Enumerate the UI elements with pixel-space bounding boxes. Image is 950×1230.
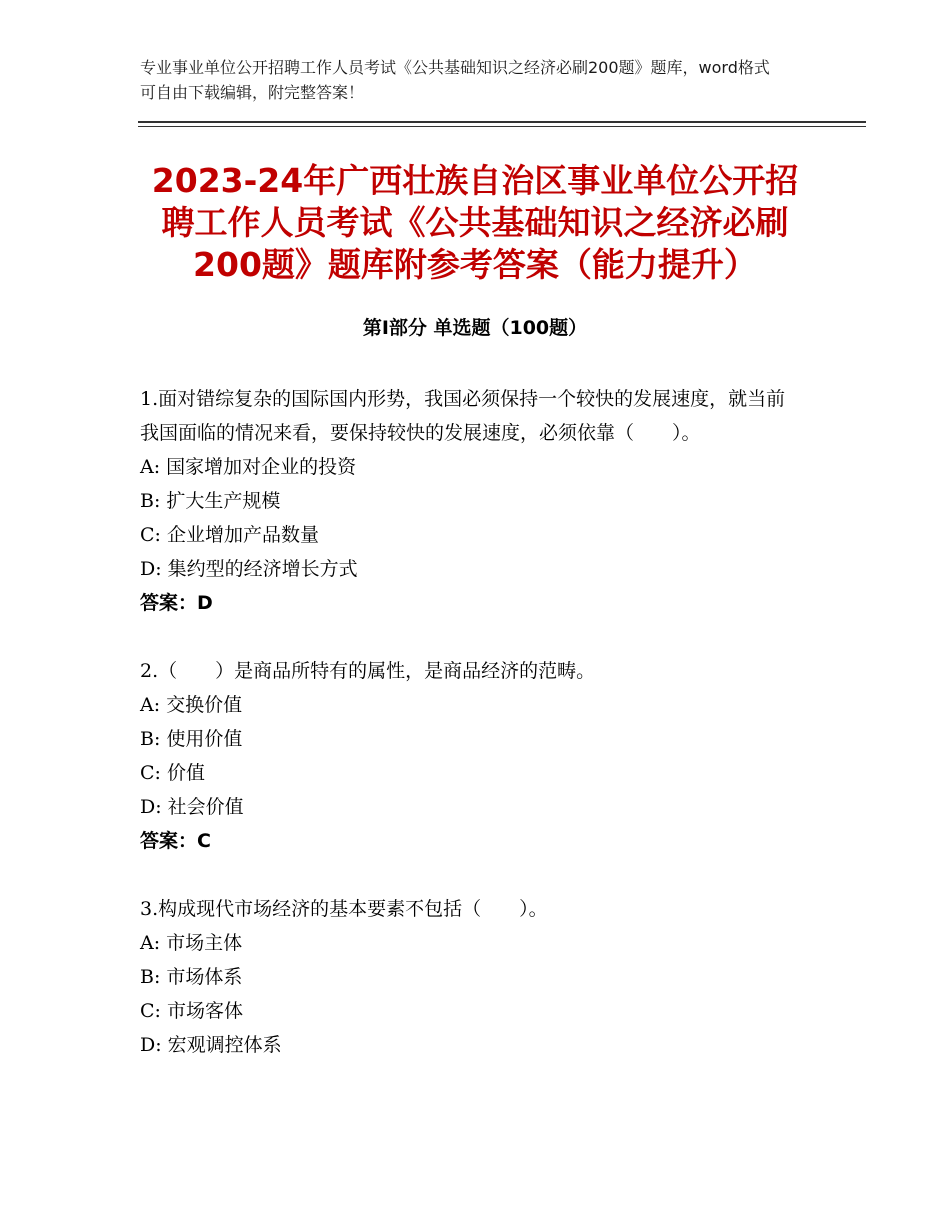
option-d: D: 社会价值 — [140, 796, 244, 818]
document-title: 2023-24年广西壮族自治区事业单位公开招聘工作人员考试《公共基础知识之经济必刷200题》题库附参考答案（能力提升） — [151, 161, 799, 284]
option-b: B: 扩大生产规模 — [140, 490, 281, 512]
option-a: A: 交换价值 — [140, 694, 243, 716]
header-divider-thin — [138, 126, 866, 127]
option-a: A: 国家增加对企业的投资 — [140, 456, 357, 478]
question-2 — [140, 654, 800, 858]
option-c: C: 市场客体 — [140, 1000, 243, 1022]
question-stem: 2.（ ）是商品所特有的属性，是商品经济的范畴。 — [140, 660, 596, 682]
answer-label: 答案：D — [140, 592, 213, 614]
option-b: B: 市场体系 — [140, 966, 243, 988]
answer-label: 答案：C — [140, 830, 211, 852]
question-list — [140, 382, 800, 1096]
option-d: D: 宏观调控体系 — [140, 1034, 282, 1056]
option-d: D: 集约型的经济增长方式 — [140, 558, 358, 580]
option-c: C: 企业增加产品数量 — [140, 524, 319, 546]
question-stem: 1.面对错综复杂的国际国内形势，我国必须保持一个较快的发展速度，就当前我国面临的情况来看，要保持较快的发展速度，必须依靠（ ）。 — [140, 388, 786, 444]
document-header-note: 专业事业单位公开招聘工作人员考试《公共基础知识之经济必刷200题》题库，word格式可自由下载编辑，附完整答案！ — [140, 58, 770, 102]
question-3 — [140, 892, 800, 1062]
option-b: B: 使用价值 — [140, 728, 243, 750]
option-a: A: 市场主体 — [140, 932, 243, 954]
header-divider-thick — [138, 121, 866, 123]
section-heading: 第Ⅰ部分 单选题（100题） — [362, 317, 588, 339]
question-stem: 3.构成现代市场经济的基本要素不包括（ ）。 — [140, 898, 548, 920]
option-c: C: 价值 — [140, 762, 205, 784]
question-1 — [140, 382, 800, 620]
